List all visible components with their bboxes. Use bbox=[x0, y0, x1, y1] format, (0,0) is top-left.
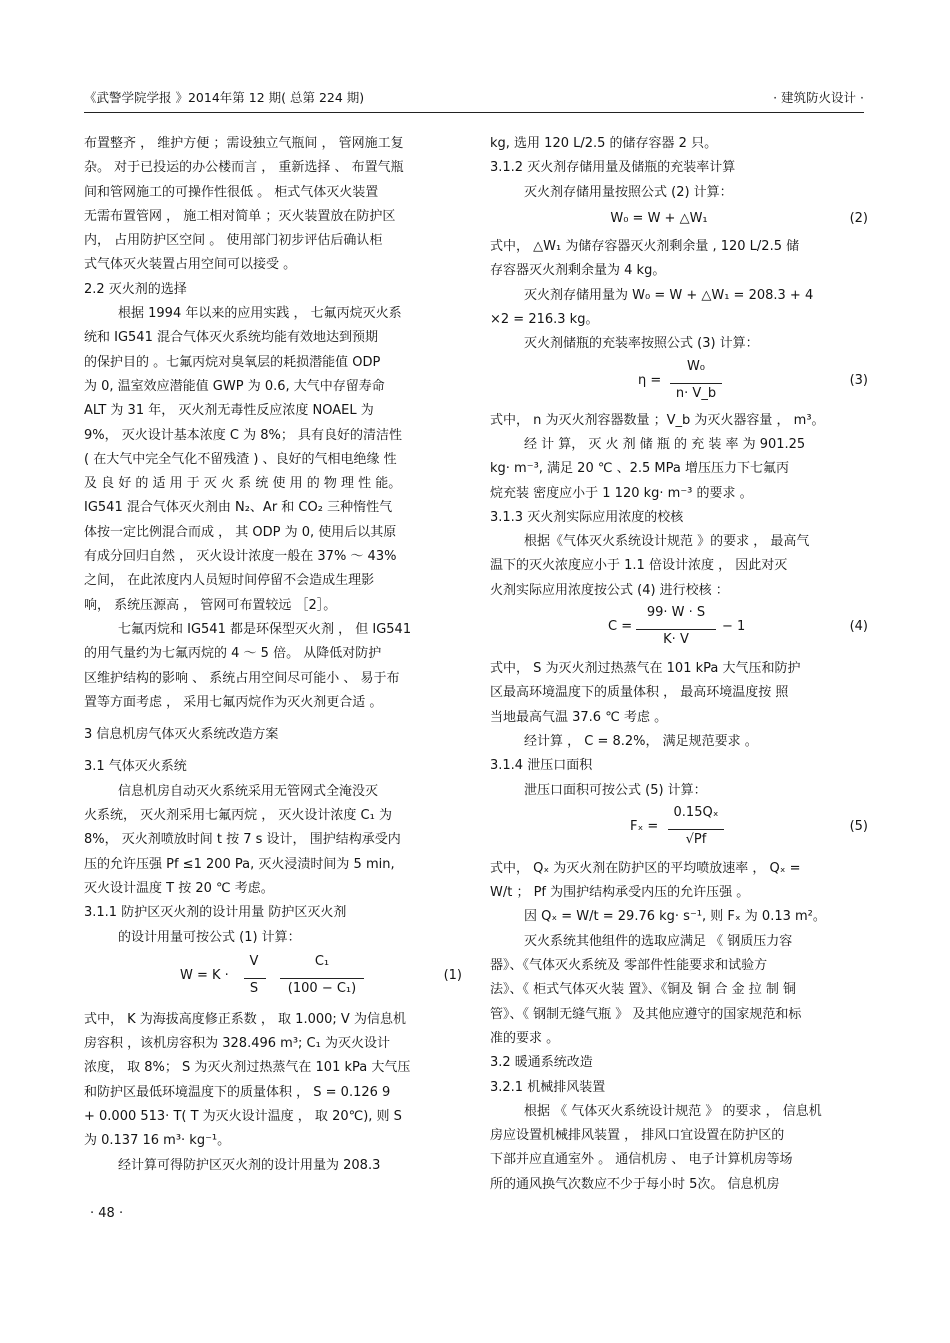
text-line: 根据《气体灭火系统设计规范 》的要求 ， 最高气 bbox=[524, 534, 810, 550]
eq4-numer: 99· W · S bbox=[646, 605, 706, 621]
eq5-number: (5) bbox=[849, 818, 868, 834]
text-line: 泄压口面积可按公式 (5) 计算： bbox=[524, 782, 707, 798]
eq3-denom: n· V_b bbox=[675, 385, 717, 401]
section-heading: 3.1.1 防护区灭火剂的设计用量 防护区灭火剂 bbox=[84, 905, 347, 921]
section-title: · 建筑防火设计 · bbox=[773, 90, 864, 105]
text-line: 之间， 在此浓度内人员短时间停留不会造成生理影 bbox=[84, 573, 375, 589]
text-line: 烷充装 密度应小于 1 120 kg· m⁻³ 的要求 。 bbox=[490, 485, 753, 501]
section-heading: 2.2 灭火剂的选择 bbox=[84, 281, 187, 297]
section-heading: 3.1.3 灭火剂实际应用浓度的校核 bbox=[490, 509, 684, 525]
eq1-denom: (100 − C₁) bbox=[287, 980, 357, 996]
text-line: 根据 《 气体灭火系统设计规范 》 的要求 ， 信息机 bbox=[524, 1103, 822, 1119]
text-line: kg, 选用 120 L/2.5 的储存容器 2 只。 bbox=[490, 136, 718, 151]
text-line: 和防护区最低环境温度下的质量体积 ， S = 0.126 9 bbox=[84, 1084, 391, 1100]
text-line: 体按一定比例混合而成 ， 其 ODP 为 0, 使用后以其原 bbox=[84, 524, 397, 540]
eq4-bar bbox=[636, 629, 716, 630]
page-number: · 48 · bbox=[90, 1206, 124, 1221]
text-line: 区维护结构的影响 、 系统占用空间尽可能小 、 易于布 bbox=[84, 670, 400, 686]
text-line: 统和 IG541 混合气体灭火系统均能有效地达到预期 bbox=[84, 330, 378, 346]
text-line: 火剂实际应用浓度按公式 (4) 进行校核 ： bbox=[490, 582, 729, 598]
text-line: 9%， 灭火设计基本浓度 C 为 8%； 具有良好的清洁性 bbox=[84, 427, 402, 443]
text-line: 式中， S 为灭火剂过热蒸气在 101 kPa 大气压和防护 bbox=[490, 661, 801, 677]
text-line: 式气体灭火装置占用空间可以接受 。 bbox=[84, 257, 297, 273]
text-line: 因 Qₓ = W/t = 29.76 kg· s⁻¹, 则 Fₓ 为 0.13 m²。 bbox=[524, 909, 826, 925]
text-line: 所的通风换气次数应不少于每小时 5次。 信息机房 bbox=[490, 1176, 780, 1192]
text-line: 下部并应直通室外 。 通信机房 、 电子计算机房等场 bbox=[490, 1152, 793, 1168]
section-heading: 3.1.2 灭火剂存储用量及储瓶的充装率计算 bbox=[490, 160, 736, 176]
text-line: 的设计用量可按公式 (1) 计算： bbox=[118, 929, 301, 945]
text-line: 浓度， 取 8%； S 为灭火剂过热蒸气在 101 kPa 大气压 bbox=[84, 1060, 411, 1076]
text-line: 经计算 ， C = 8.2%， 满足规范要求 。 bbox=[524, 733, 758, 749]
text-line: 的保护目的 。七氟丙烷对臭氧层的耗损潜能值 ODP bbox=[84, 354, 381, 370]
text-line: 8%， 灭火剂喷放时间 t 按 7 s 设计， 围护结构承受内 bbox=[84, 832, 401, 848]
eq3-bar bbox=[670, 383, 722, 384]
eq1-s: S bbox=[249, 980, 259, 996]
text-line: 器》、《气体灭火系统及 零部件性能要求和试验方 bbox=[490, 958, 768, 974]
text-line: ALT 为 31 年， 灭火剂无毒性反应浓度 NOAEL 为 bbox=[84, 403, 374, 419]
text-line: 温下的灭火浓度应小于 1.1 倍设计浓度 ， 因此对灭 bbox=[490, 558, 788, 574]
text-line: 响， 系统压源高 ， 管网可布置较远 ［2］。 bbox=[84, 597, 337, 613]
header-rule bbox=[84, 112, 864, 113]
text-line: 经计算可得防护区灭火剂的设计用量为 208.3 bbox=[118, 1157, 381, 1173]
text-line: 根据 1994 年以来的应用实践 ， 七氟丙烷灭火系 bbox=[118, 306, 402, 322]
eq5-numer: 0.15Qₓ bbox=[673, 804, 719, 820]
text-line: 七氟丙烷和 IG541 都是环保型灭火剂 ， 但 IG541 bbox=[118, 621, 412, 637]
text-line: + 0.000 513· T( T 为灭火设计温度 ， 取 20℃), 则 S bbox=[84, 1108, 402, 1124]
text-line: 存容器灭火剂剩余量为 4 kg。 bbox=[490, 263, 666, 279]
eq1-number: (1) bbox=[443, 967, 462, 983]
text-line: 的用气量约为七氟丙烷的 4 ～ 5 倍。 从降低对防护 bbox=[84, 646, 382, 662]
text-line: 有成分回归自然 ， 灭火设计浓度一般在 37% ～ 43% bbox=[84, 549, 397, 565]
text-line: 式中， △W₁ 为储存容器灭火剂剩余量 , 120 L/2.5 储 bbox=[490, 239, 800, 255]
eq2-number: (2) bbox=[849, 210, 868, 226]
eq4-lhs: C = bbox=[608, 619, 633, 635]
text-line: 法》、《 柜式气体灭火装 置》、《铜及 铜 合 金 拉 制 铜 bbox=[490, 982, 797, 998]
text-line: 灭火剂存储用量为 W₀ = W + △W₁ = 208.3 + 4 bbox=[524, 287, 814, 303]
text-line: 为 0, 温室效应潜能值 GWP 为 0.6, 大气中存留寿命 bbox=[84, 378, 385, 394]
section-heading: 3.1 气体灭火系统 bbox=[84, 759, 187, 775]
text-line: ×2 = 216.3 kg。 bbox=[490, 312, 599, 328]
text-line: 式中， n 为灭火剂容器数量 ；V_b 为灭火器容量 ， m³。 bbox=[490, 412, 825, 428]
equation-2 bbox=[490, 207, 868, 231]
text-line: 灭火剂存储用量按照公式 (2) 计算： bbox=[524, 184, 733, 200]
text-line: kg· m⁻³, 满足 20 ℃ 、2.5 MPa 增压压力下七氟丙 bbox=[490, 461, 789, 477]
text-line: ( 在大气中完全气化不留残渣 ) 、良好的气相电绝缘 性 bbox=[84, 451, 397, 467]
text-line: 置等方面考虑 ， 采用七氟丙烷作为灭火剂更合适 。 bbox=[84, 694, 383, 710]
text-line: IG541 混合气体灭火剂由 N₂、Ar 和 CO₂ 三种惰性气 bbox=[84, 500, 393, 516]
eq5-lhs: Fₓ = bbox=[630, 818, 659, 834]
eq1-bar-a bbox=[244, 978, 266, 979]
text-line: 为 0.137 16 m³· kg⁻¹。 bbox=[84, 1133, 231, 1149]
text-line: 经 计 算， 灭 火 剂 储 瓶 的 充 装 率 为 901.25 bbox=[524, 436, 806, 452]
text-line: 压的允许压强 Pf ≤1 200 Pa, 灭火浸渍时间为 5 min, bbox=[84, 856, 395, 872]
eq3-numer: W₀ bbox=[686, 358, 706, 374]
running-head bbox=[84, 88, 864, 108]
section-heading: 3.2.1 机械排风装置 bbox=[490, 1079, 606, 1095]
eq4-tail: − 1 bbox=[722, 619, 746, 635]
equation-1 bbox=[84, 954, 462, 1002]
text-line: 当地最高气温 37.6 ℃ 考虑 。 bbox=[490, 709, 668, 725]
eq3-number: (3) bbox=[849, 372, 868, 388]
eq1-numer: C₁ bbox=[314, 953, 330, 969]
left-column bbox=[84, 132, 462, 1178]
eq4-denom: K· V bbox=[663, 632, 689, 648]
right-column bbox=[490, 132, 868, 1197]
text-line: 灭火设计温度 T 按 20 ℃ 考虑。 bbox=[84, 880, 274, 896]
text-line: 无需布置管网 ， 施工相对简单 ；灭火装置放在防护区 bbox=[84, 208, 396, 224]
equation-4 bbox=[490, 605, 868, 653]
text-line: 杂。 对于已投运的办公楼而言 ， 重新选择 、 布置气瓶 bbox=[84, 160, 404, 176]
eq1-bar-b bbox=[280, 978, 364, 979]
equation-5 bbox=[490, 805, 868, 853]
text-line: 灭火系统其他组件的选取应满足 《 钢质压力容 bbox=[524, 933, 793, 949]
text-line: 管》、《 钢制无缝气瓶 》 及其他应遵守的国家规范和标 bbox=[490, 1006, 802, 1022]
section-heading: 3 信息机房气体灭火系统改造方案 bbox=[84, 727, 279, 743]
eq3-lhs: η = bbox=[638, 372, 662, 388]
text-line: 房容积 ，该机房容积为 328.496 m³; C₁ 为灭火设计 bbox=[84, 1036, 390, 1052]
text-line: 灭火剂储瓶的充装率按照公式 (3) 计算： bbox=[524, 336, 759, 352]
eq4-number: (4) bbox=[849, 619, 868, 635]
text-line: 布置整齐 ， 维护方便 ；需设独立气瓶间 ， 管网施工复 bbox=[84, 136, 404, 151]
text-line: 间和管网施工的可操作性很低 。 柜式气体灭火装置 bbox=[84, 184, 379, 200]
text-line: 准的要求 。 bbox=[490, 1030, 560, 1046]
section-heading: 3.2 暖通系统改造 bbox=[490, 1055, 593, 1071]
text-line: 火系统， 灭火剂采用七氟丙烷 ， 灭火设计浓度 C₁ 为 bbox=[84, 808, 392, 824]
eq5-denom: √Pf bbox=[685, 831, 707, 847]
text-line: 及 良 好 的 适 用 于 灭 火 系 统 使 用 的 物 理 性 能。 bbox=[84, 476, 402, 492]
eq1-lhs: W = K · bbox=[180, 967, 229, 983]
text-line: 式中， K 为海拔高度修正系数 ， 取 1.000; V 为信息机 bbox=[84, 1011, 406, 1027]
text-line: 式中， Qₓ 为灭火剂在防护区的平均喷放速率 ， Qₓ = bbox=[490, 860, 801, 876]
eq5-bar bbox=[668, 829, 724, 830]
eq1-v: V bbox=[249, 953, 259, 969]
text-line: 信息机房自动灭火系统采用无管网式全淹没灭 bbox=[118, 783, 379, 799]
equation-3 bbox=[490, 359, 868, 407]
text-line: 房应设置机械排风装置 ， 排风口宜设置在防护区的 bbox=[490, 1128, 785, 1144]
journal-title: 《武警学院学报 》2014年第 12 期( 总第 224 期) bbox=[84, 90, 365, 105]
text-line: 区最高环境温度下的质量体积 ， 最高环境温度按 照 bbox=[490, 685, 789, 701]
text-line: 内， 占用防护区空间 。 使用部门初步评估后确认柜 bbox=[84, 233, 383, 249]
section-heading: 3.1.4 泄压口面积 bbox=[490, 758, 593, 774]
eq2-body: W₀ = W + △W₁ bbox=[610, 210, 708, 226]
text-line: W/t ； Pf 为围护结构承受内压的允许压强 。 bbox=[490, 885, 750, 901]
